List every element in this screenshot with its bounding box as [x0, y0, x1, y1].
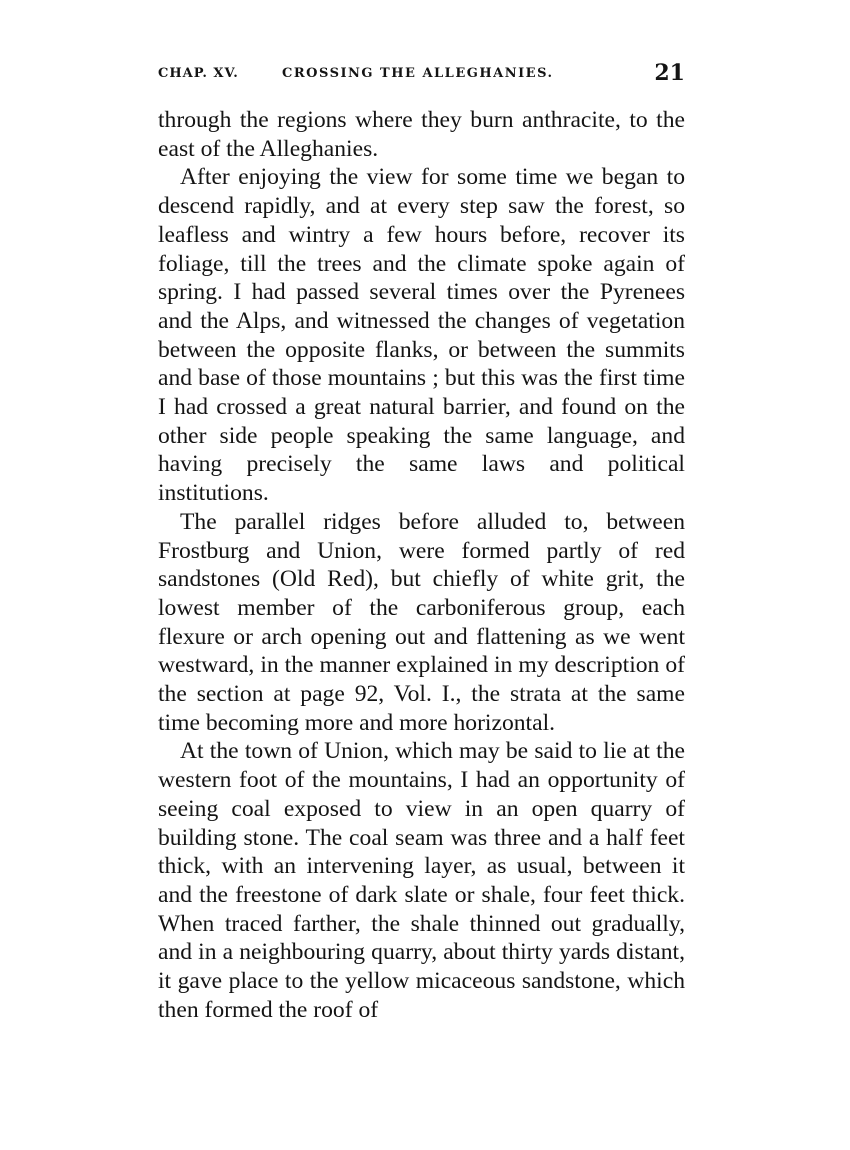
chapter-label: CHAP. XV. — [158, 66, 239, 81]
paragraph: The parallel ridges before alluded to, between Frostburg and Union, were formed partly of red sandstones (Old Red), but chiefly of white grit, the lowest member of the carboniferous group, each flexure or arch opening out and flattening as we went westward, in the manner explained in my description of the section at page 92, Vol. I., the strata at the same time becoming more and more horizontal. — [158, 508, 685, 736]
running-title: CROSSING THE ALLEGHANIES. — [282, 66, 554, 81]
running-head — [158, 60, 685, 90]
page-number: 21 — [654, 60, 685, 86]
paragraph: After enjoying the view for some time we began to descend rapidly, and at every step saw the forest, so leafless and wintry a few hours before, recover its foliage, till the trees and the climate spoke again of spring. I had passed several times over the Pyrenees and the Alps, and witnessed the changes of vegetation between the opposite flanks, or between the summits and base of those mountains ; but this was the first time I had crossed a great natural barrier, and found on the other side people speaking the same language, and having precisely the same laws and political institutions. — [158, 164, 685, 507]
paragraph: At the town of Union, which may be said to lie at the western foot of the mountains, I had an opportunity of seeing coal exposed to view in an open quarry of building stone. The coal seam was three and a half feet thick, with an intervening layer, as usual, between it and the freestone of dark slate or shale, four feet thick. When traced farther, the shale thinned out gradually, and in a neighbouring quarry, about thirty yards distant, it gave place to the yellow micaceous sandstone, which then formed the roof of — [158, 738, 685, 1023]
paragraph-continued: through the regions where they burn anthracite, to the east of the Alleghanies. — [158, 107, 685, 162]
body-text — [158, 106, 685, 1025]
